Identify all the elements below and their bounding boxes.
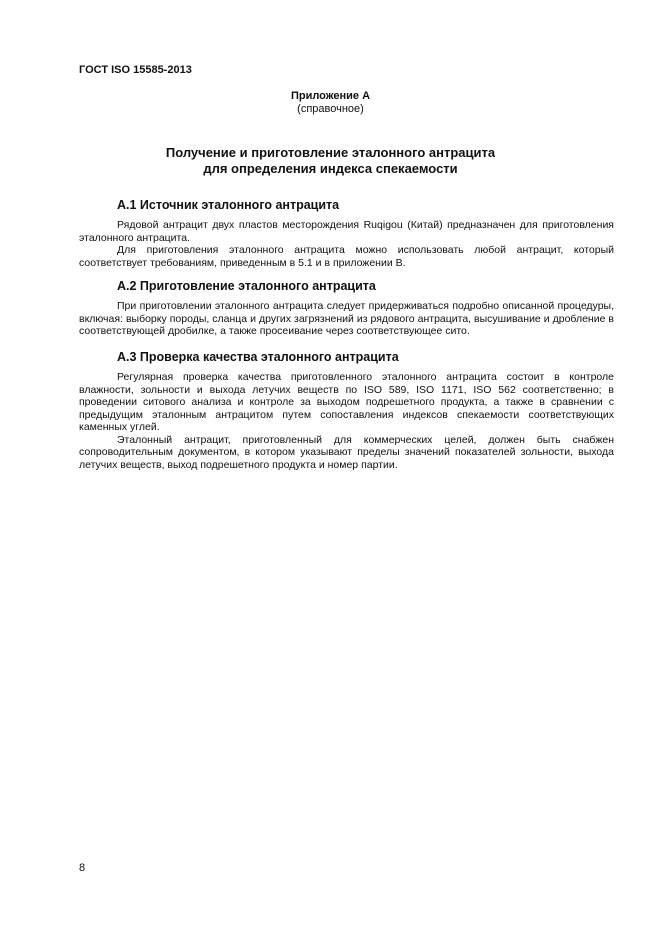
page-number: 8 bbox=[79, 862, 86, 874]
section-heading: А.3 Проверка качества эталонного антрацита bbox=[117, 350, 399, 364]
annex-label bbox=[0, 90, 661, 116]
page-title-line-1: Получение и приготовление эталонного антрацита bbox=[165, 145, 496, 160]
paragraph: Для приготовления эталонного антрацита можно использовать любой антрацит, который соответствует требованиям, приведенным в 5.1 и в приложении В. bbox=[79, 244, 614, 269]
standard-code: ГОСТ ISO 15585-2013 bbox=[79, 64, 192, 76]
section-a3 bbox=[79, 350, 614, 471]
paragraph: Регулярная проверка качества приготовленного эталонного антрацита состоит в контроле влажности, зольности и выхода летучих веществ по ISO 589, ISO 1171, ISO 562 соответственно; в проведении ситового анализа и контроле за выходом подрешетного продукта, а также в сравнении с предыдущим эталонным антрацитом путем сопоставления индексов спекаемости соответствующих каменных углей. bbox=[79, 371, 614, 433]
section-heading: А.2 Приготовление эталонного антрацита bbox=[117, 279, 376, 293]
section-a2 bbox=[79, 279, 614, 338]
paragraph: При приготовлении эталонного антрацита следует придерживаться подробно описанной процедуры, включая: выборку породы, сланца и других загрязнений из рядового антрацита, высушивание и дробление в соответствующей дробилке, а также просеивание через соответствующее сито. bbox=[79, 300, 614, 337]
page-title bbox=[0, 145, 661, 177]
section-a1 bbox=[79, 198, 614, 269]
page-title-line-2: для определения индекса спекаемости bbox=[203, 161, 458, 176]
annex-title: Приложение А bbox=[290, 90, 371, 102]
annex-note: (справочное) bbox=[297, 103, 364, 115]
paragraph: Рядовой антрацит двух пластов месторождения Ruqigou (Китай) предназначен для приготовления эталонного антрацита. bbox=[79, 219, 614, 244]
section-heading: А.1 Источник эталонного антрацита bbox=[117, 198, 340, 212]
paragraph: Эталонный антрацит, приготовленный для коммерческих целей, должен быть снабжен сопроводительным документом, в котором указывают пределы значений показателей зольности, выхода летучих веществ, выход подрешетного продукта и номер партии. bbox=[79, 433, 614, 471]
